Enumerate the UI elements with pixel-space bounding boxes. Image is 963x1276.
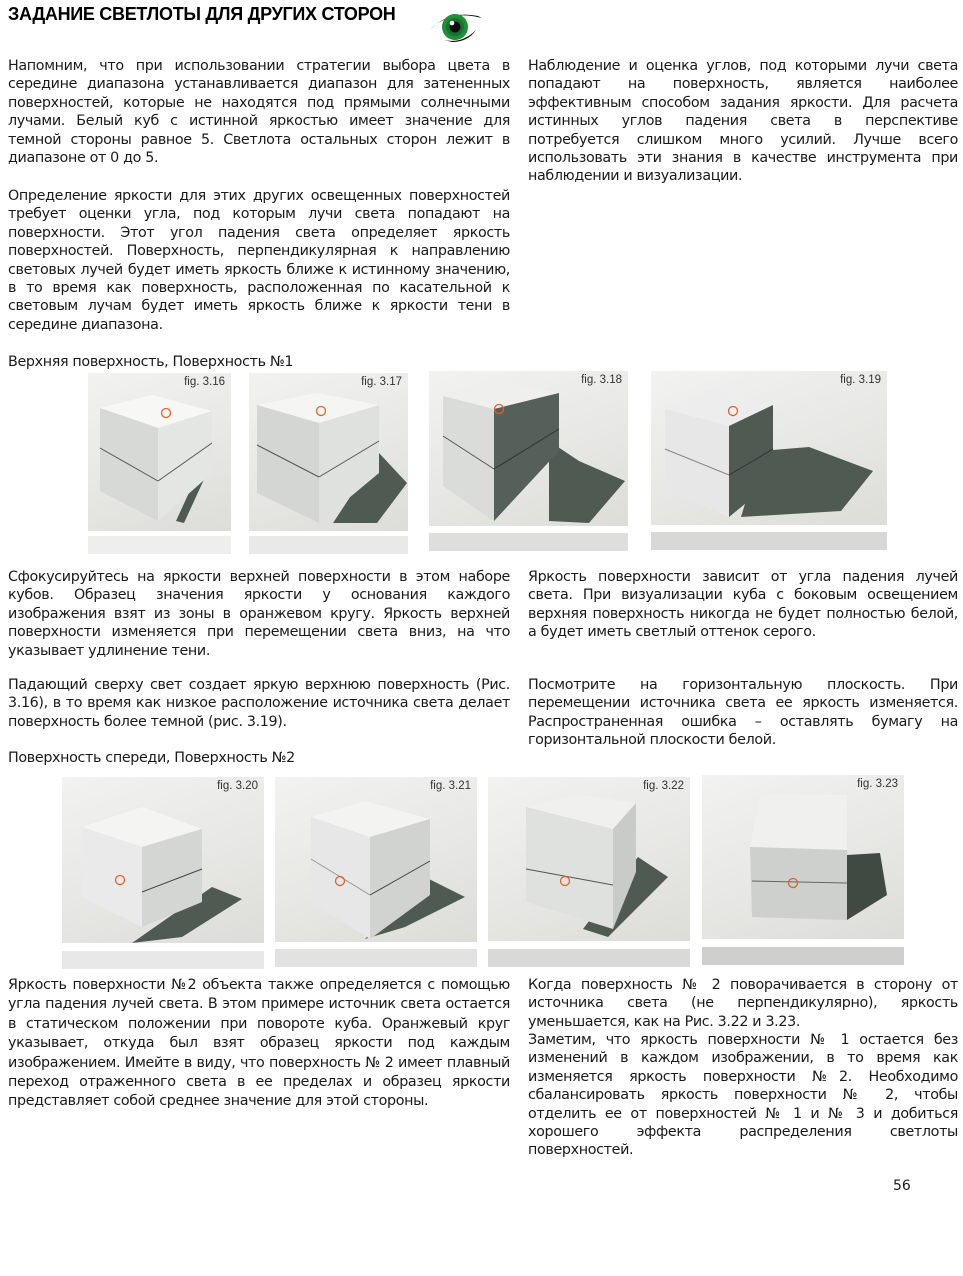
section1-paragraph-2: Падающий сверху свет создает яркую верхнюю поверхность (Рис. 3.16), в то время как низкое расположение источника света делает поверхность более темной (рис. 3.19). [8, 677, 510, 730]
figure-label: fig. 3.16 [184, 376, 225, 388]
cube-illustration [275, 777, 477, 942]
page-title: ЗАДАНИЕ СВЕТЛОТЫ ДЛЯ ДРУГИХ СТОРОН [8, 4, 396, 24]
brightness-swatch [249, 536, 408, 554]
cube-photo [249, 373, 408, 531]
intro-paragraph-right: Наблюдение и оценка углов, под которыми лучи света попадают на поверхность, является наиболее эффективным способом задания яркости. Для расчета истинных углов падения света в перспективе потребуется слишком много усилий. Лучше всего использовать эти знания в качестве инструмента при наблюдении и визуализации. [528, 58, 958, 185]
cube-illustration [429, 371, 628, 526]
figure-label: fig. 3.19 [840, 374, 881, 386]
section2-paragraph-right-2: Заметим, что яркость поверхности № 1 остается без изменений в каждом изображении, в то время как изменяется яркость поверхности №2. Необходимо сбалансировать яркость поверхности № 2, чтобы отделить ее от поверхностей № 1 и № 3 и добиться хорошего эффекта распределения светлоты поверхностей. [528, 1032, 958, 1159]
section2-paragraph-1: Яркость поверхности №2 объекта также определяется с помощью угла падения лучей света. В этом примере источник света остается в статическом положении при повороте куба. Оранжевый круг указывает, откуда был взят образец яркости под каждым изображением. Имейте в виду, что поверхность № 2 имеет плавный переход отраженного света в ее пределах и образец яркости представляет собой среднее значение для этой стороны. [8, 977, 510, 1110]
figure-label: fig. 3.22 [643, 780, 684, 792]
section2-paragraph-right-1: Когда поверхность № 2 поворачивается в сторону от источника света (не перпендикулярно), яркость уменьшается, как на Рис. 3.22 и 3.23. [528, 977, 958, 1030]
cube-photo [488, 777, 690, 941]
figure-label: fig. 3.17 [361, 376, 402, 388]
brightness-swatch [429, 533, 628, 551]
figure-3-18 [429, 371, 628, 554]
figure-label: fig. 3.21 [430, 780, 471, 792]
brightness-swatch [62, 951, 264, 969]
figure-3-21 [275, 777, 477, 972]
brightness-swatch [275, 949, 477, 967]
cube-illustration [651, 371, 887, 525]
section1-caption: Верхняя поверхность, Поверхность №1 [8, 354, 294, 370]
cube-photo [88, 373, 231, 531]
cube-illustration [249, 373, 408, 531]
section2-caption: Поверхность спереди, Поверхность №2 [8, 750, 295, 766]
figure-3-22 [488, 777, 690, 972]
cube-photo [651, 371, 887, 525]
brightness-swatch [651, 532, 887, 550]
figure-3-23 [702, 775, 904, 970]
eye-icon [426, 6, 486, 46]
page-number: 56 [893, 1178, 911, 1194]
cube-photo [275, 777, 477, 942]
section1-paragraph-right-2: Посмотрите на горизонтальную плоскость. При перемещении источника света ее яркость изменяется. Распространенная ошибка – оставлять бумагу на горизонтальной плоскости белой. [528, 677, 958, 749]
cube-illustration [488, 777, 690, 941]
intro-paragraph-1: Напомним, что при использовании стратегии выбора цвета в середине диапазона устанавливается диапазон для затененных поверхностей, которые не находятся под прямыми солнечными лучами. Белый куб с истинной яркостью имеет значение для темной стороны равное 5. Светлота остальных сторон лежит в диапазоне от 0 до 5. [8, 58, 510, 167]
cube-illustration [702, 775, 904, 939]
cube-photo [429, 371, 628, 526]
intro-paragraph-2: Определение яркости для этих других освещенных поверхностей требует оценки угла, под которым лучи света попадают на поверхности. Этот угол падения света определяет яркость поверхностей. Поверхность, перпендикулярная к направлению световых лучей будет иметь яркость ближе к истинному значению, в то время как поверхность, расположенная по касательной к световым лучам будет иметь яркость ближе к яркости тени в середине диапазона. [8, 188, 510, 333]
brightness-swatch [702, 947, 904, 965]
figure-3-17 [249, 373, 408, 556]
section1-paragraph-right-1: Яркость поверхности зависит от угла падения лучей света. При визуализации куба с боковым освещением верхняя поверхность никогда не будет полностью белой, а будет иметь светлый оттенок серого. [528, 569, 958, 641]
cube-illustration [88, 373, 231, 531]
figure-label: fig. 3.18 [581, 374, 622, 386]
cube-photo [62, 777, 264, 943]
cube-photo [702, 775, 904, 939]
figure-3-19 [651, 371, 887, 551]
brightness-swatch [88, 536, 231, 554]
cube-illustration [62, 777, 264, 943]
figure-label: fig. 3.20 [217, 780, 258, 792]
figure-label: fig. 3.23 [857, 778, 898, 790]
figure-3-20 [62, 777, 264, 972]
figure-3-16 [88, 373, 231, 556]
brightness-swatch [488, 949, 690, 967]
section1-paragraph-1: Сфокусируйтесь на яркости верхней поверхности в этом наборе кубов. Образец значения яркости у основания каждого изображения взят из зоны в оранжевом кругу. Яркость верхней поверхности изменяется при перемещении света вниз, на что указывает удлинение тени. [8, 569, 510, 659]
